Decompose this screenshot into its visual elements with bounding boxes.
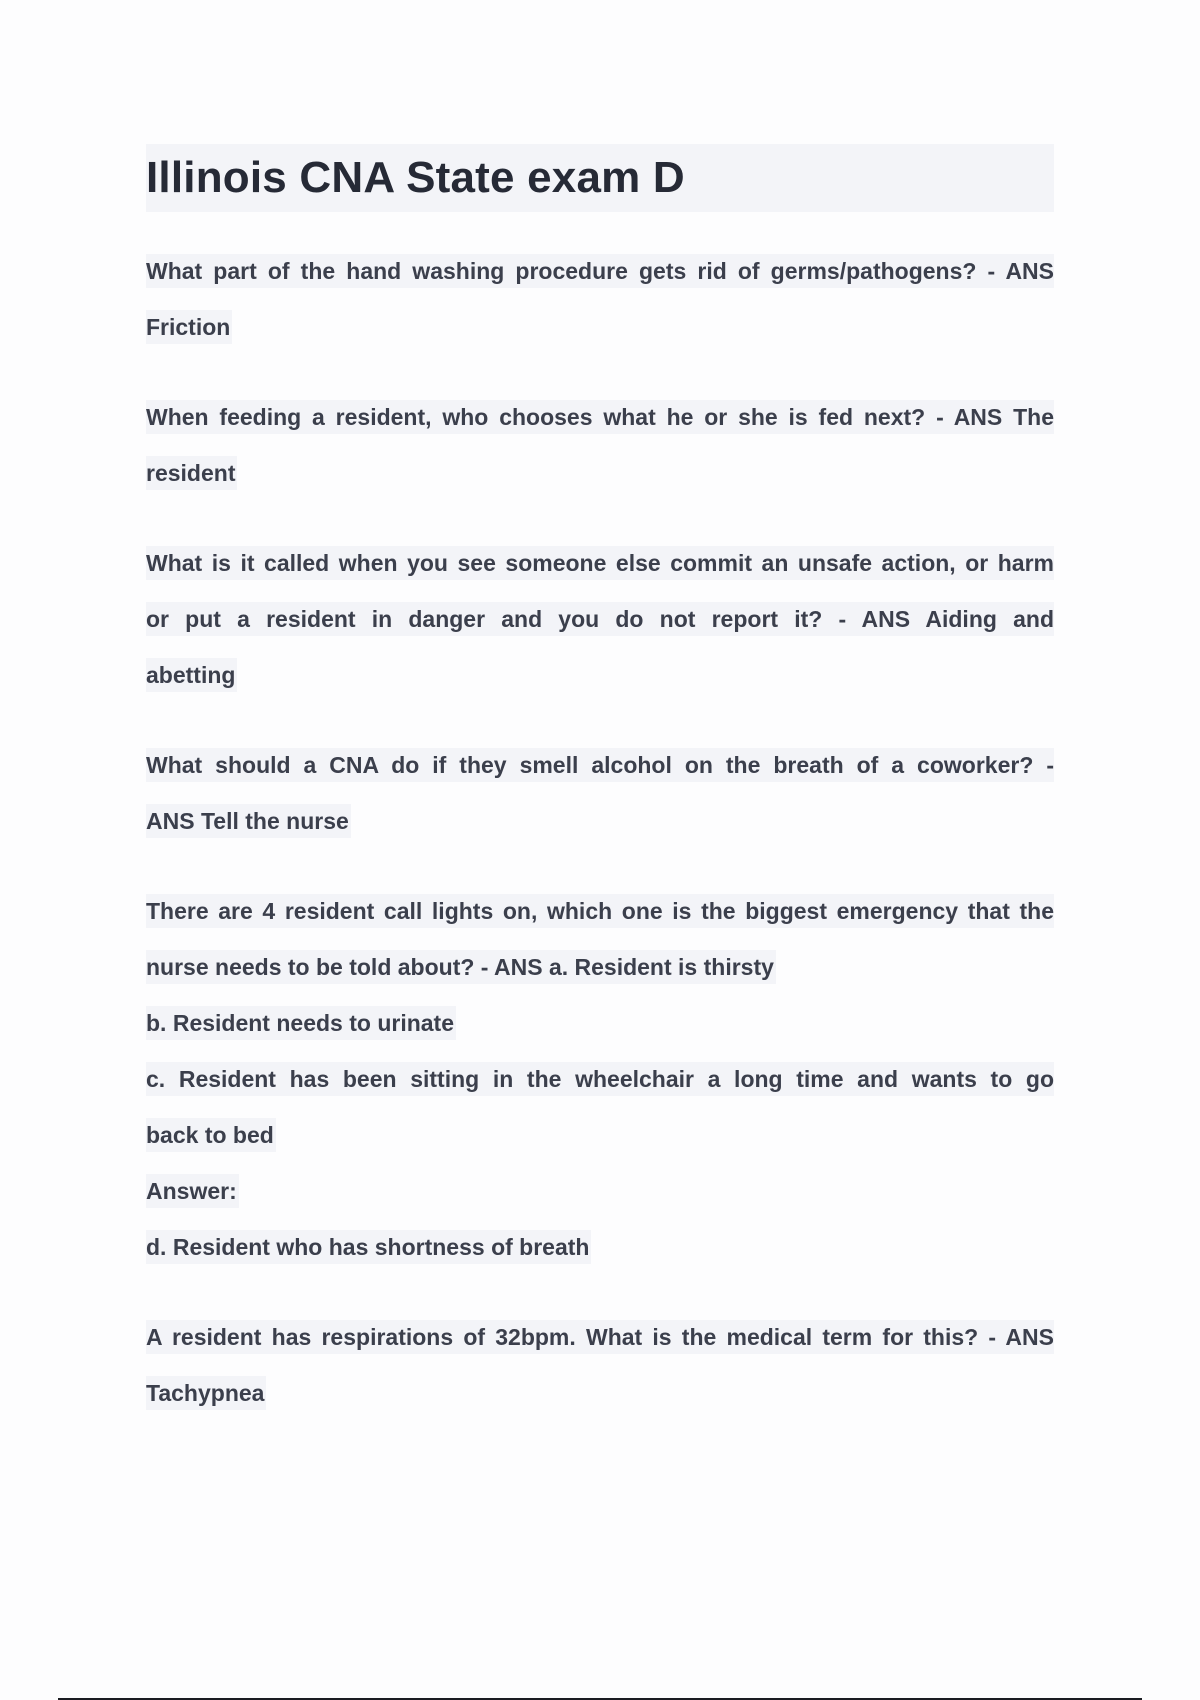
qa-3-line-2: or put a resident in danger and you do not report it? - ANS Aiding and [146,602,1054,636]
qa-6-line-1: A resident has respirations of 32bpm. What is the medical term for this? - ANS [146,1320,1054,1354]
qa-item-6 [146,1320,1054,1410]
qa-item-1 [146,254,1054,344]
qa-5-line-5: back to bed [146,1118,276,1152]
qa-item-5 [146,894,1054,1264]
document-title: Illinois CNA State exam D [146,153,685,202]
title-bar [146,144,1054,212]
qa-5-line-7: d. Resident who has shortness of breath [146,1230,591,1264]
qa-3-line-1: What is it called when you see someone else commit an unsafe action, or harm [146,546,1054,580]
qa-5-line-3: b. Resident needs to urinate [146,1006,456,1040]
qa-3-line-3: abetting [146,658,237,692]
qa-5-line-1: There are 4 resident call lights on, which one is the biggest emergency that the [146,894,1054,928]
qa-1-line-1: What part of the hand washing procedure gets rid of germs/pathogens? - ANS [146,254,1054,288]
qa-item-4 [146,748,1054,838]
qa-4-line-2: ANS Tell the nurse [146,804,351,838]
qa-5-line-2: nurse needs to be told about? - ANS a. Resident is thirsty [146,950,776,984]
qa-item-2 [146,400,1054,490]
qa-5-line-4: c. Resident has been sitting in the wheelchair a long time and wants to go [146,1062,1054,1096]
qa-1-line-2: Friction [146,310,232,344]
document-page [146,144,1054,1466]
qa-4-line-1: What should a CNA do if they smell alcohol on the breath of a coworker? - [146,748,1054,782]
qa-2-line-2: resident [146,456,237,490]
qa-item-3 [146,546,1054,692]
qa-5-line-6: Answer: [146,1174,239,1208]
qa-6-line-2: Tachypnea [146,1376,266,1410]
qa-2-line-1: When feeding a resident, who chooses what he or she is fed next? - ANS The [146,400,1054,434]
